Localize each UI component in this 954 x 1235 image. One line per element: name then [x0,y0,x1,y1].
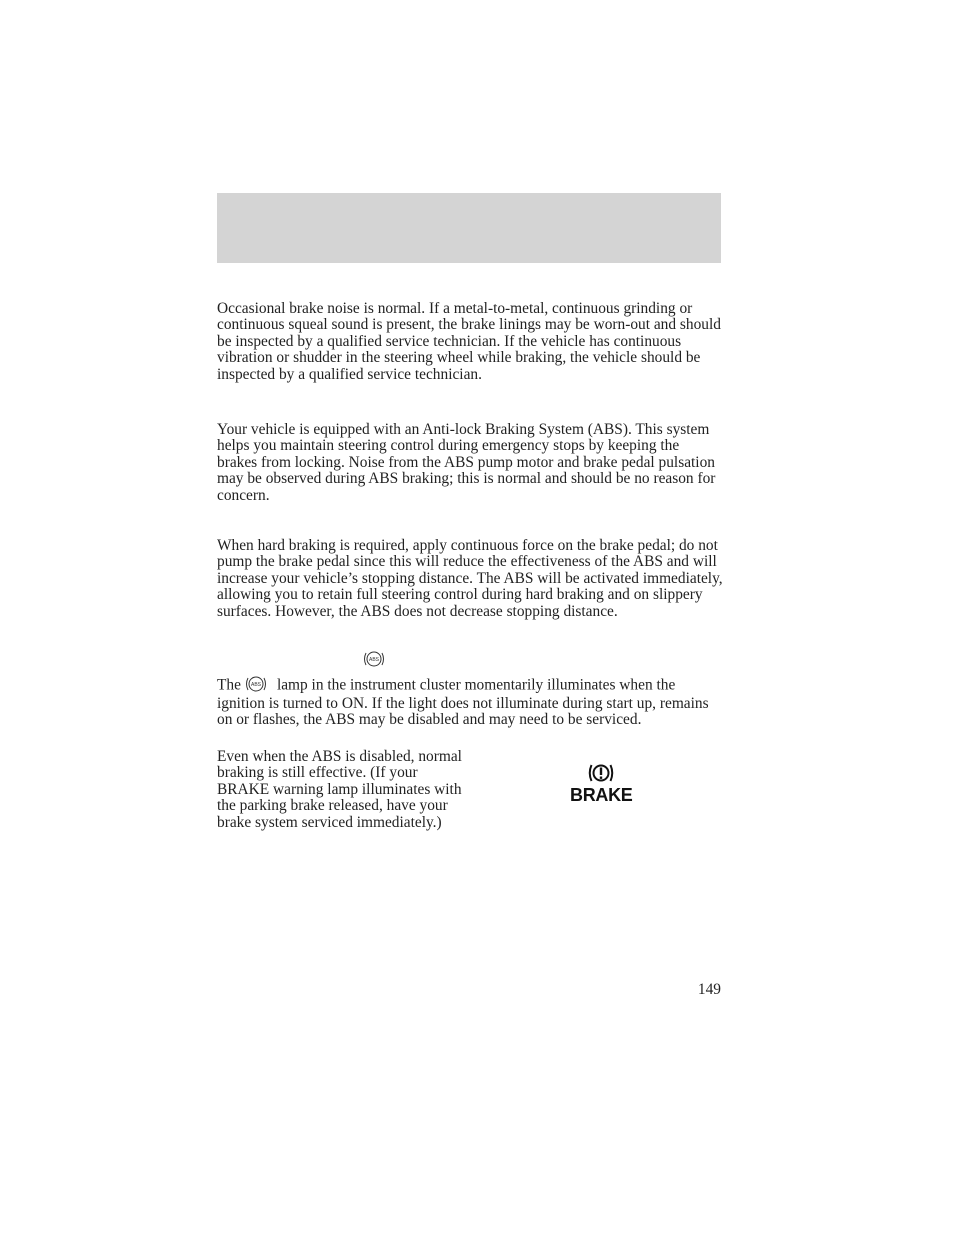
section-header-band [217,193,721,263]
abs-inline-icon [245,675,267,692]
abs-warning-icon [363,648,385,669]
brake-label: BRAKE [570,785,633,805]
lamp-prefix: The [217,676,241,694]
brake-warning-icon [587,762,615,784]
abs-icon-text: ABS [368,656,380,663]
abs-intro-paragraph: Your vehicle is equipped with an Anti-lock Braking System (ABS). This system helps you maintain steering control during emergency stops by keeping the brakes from locking. Noise from the ABS pump motor and brake pedal pulsation may be observed during ABS braking; this is normal and should be no reason for concern. [217,421,716,504]
abs-inline-icon-text: ABS [250,682,261,688]
hard-braking-paragraph: When hard braking is required, apply continuous force on the brake pedal; do not pump the brake pedal since this will reduce the effectiveness of the ABS and will increase your vehicle’s stopping distance. The ABS will be activated immediately, allowing you to retain full steering control during hard braking and on slippery surfaces. However, the ABS does not decrease stopping distance. [217,537,723,620]
brake-noise-paragraph: Occasional brake noise is normal. If a metal-to-metal, continuous grinding or continuous squeal sound is present, the brake linings may be worn-out and should be inspected by a qualified service technician. If the vehicle has continuous vibration or shudder in the steering wheel while braking, the vehicle should be inspected by a qualified service technician. [217,300,721,383]
brake-warning-lamp [570,762,632,808]
lamp-suffix: lamp in the instrument cluster momentarily illuminates when the ignition is turned to ON. If the light does not illuminate during start up, remains on or flashes, the ABS may be disabled and may need to be serviced. [217,676,709,729]
page-number: 149 [697,981,721,998]
abs-lamp-paragraph [217,676,723,729]
abs-disabled-paragraph: Even when the ABS is disabled, normal braking is still effective. (If your BRAKE warning lamp illuminates with the parking brake released, have your brake system serviced immediately.) [217,748,462,831]
